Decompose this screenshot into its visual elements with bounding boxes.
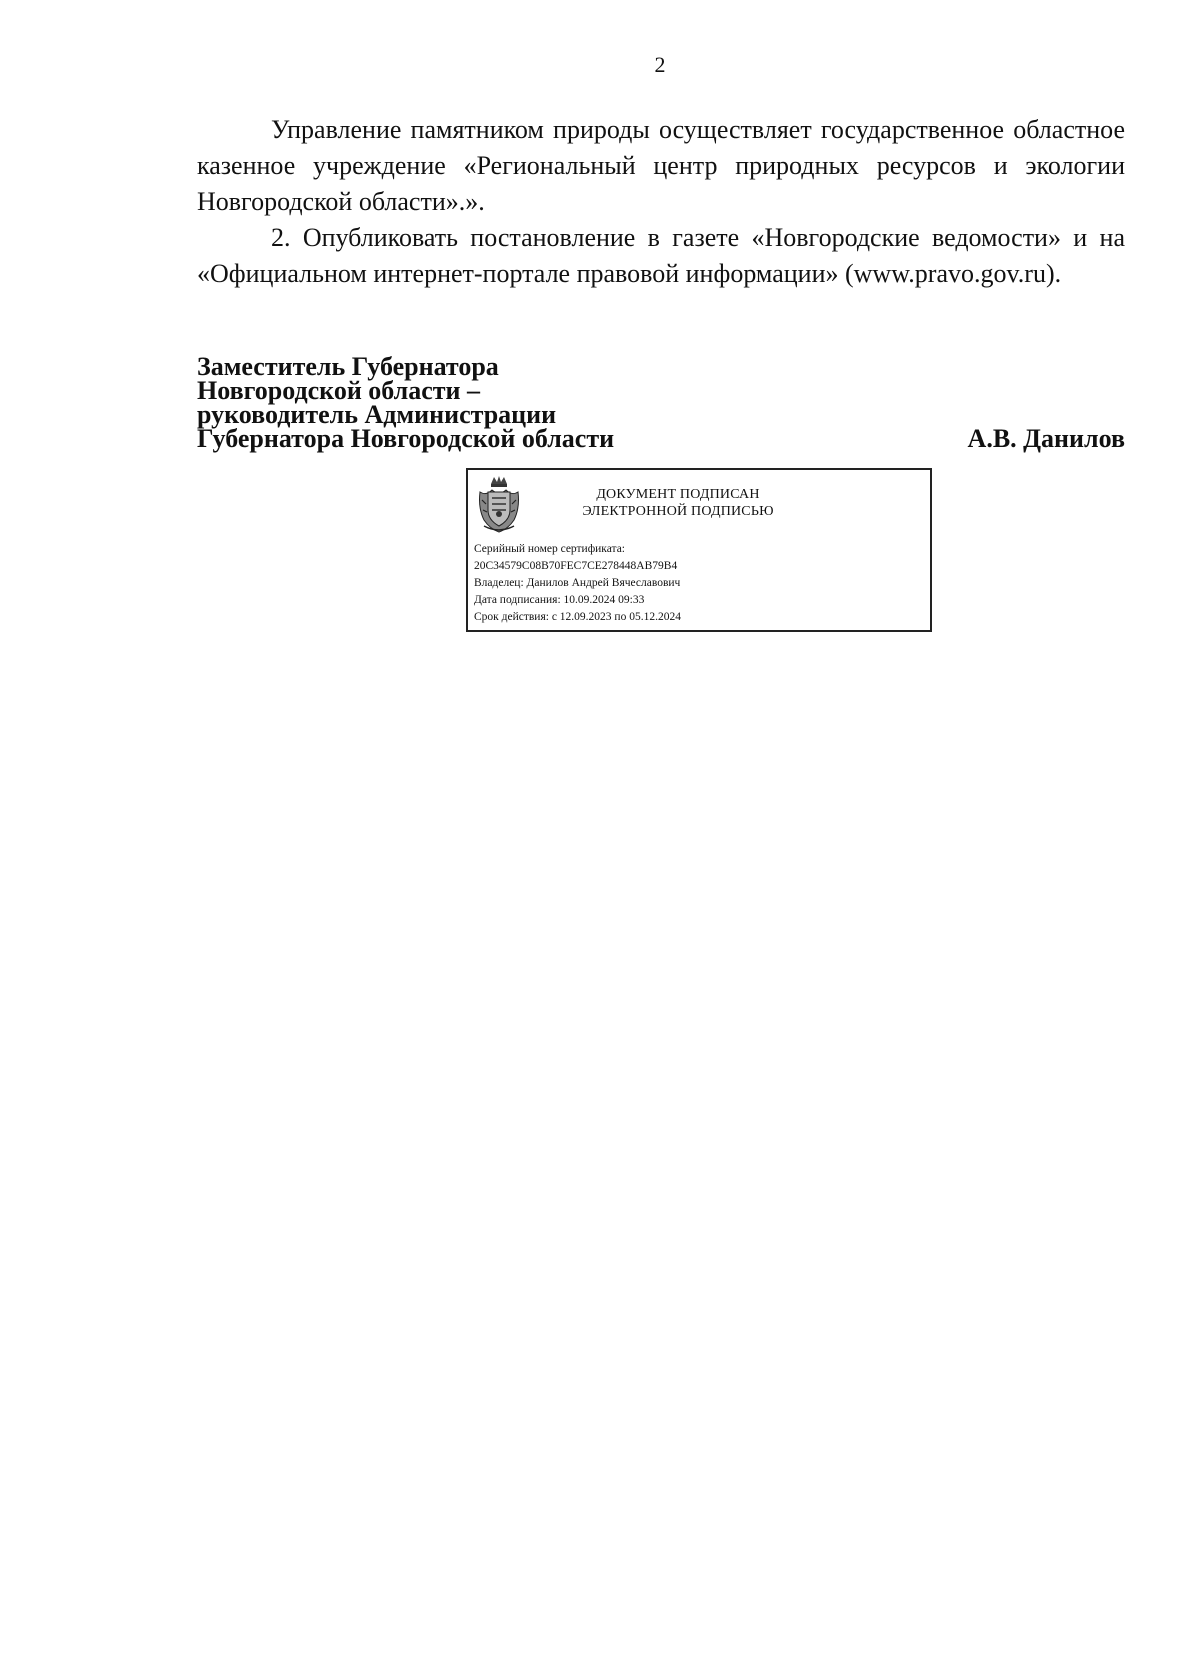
paragraph-management: Управление памятником природы осуществляет государственное областное казенное учреждение «Региональный центр природных ресурсов и экологии Новгородской области».».: [197, 115, 1125, 216]
certificate-serial-value: 20C34579C08B70FEC7CE278448AB79B4: [474, 560, 678, 572]
stamp-header-line: ДОКУМЕНТ ПОДПИСАН: [596, 487, 760, 502]
signer-position-line: Заместитель Губернатора: [197, 352, 499, 381]
certificate-validity: Срок действия: с 12.09.2023 по 05.12.2024: [474, 611, 681, 623]
electronic-signature-stamp: [466, 468, 932, 632]
stamp-certificate-details: [474, 541, 681, 626]
signer-position-line: Губернатора Новгородской области: [197, 424, 615, 453]
stamp-header: [528, 486, 828, 520]
certificate-owner: Владелец: Данилов Андрей Вячеславович: [474, 577, 681, 589]
document-body: [197, 112, 1125, 292]
signer-position-line: Новгородской области –: [197, 376, 481, 405]
stamp-header-line: ЭЛЕКТРОННОЙ ПОДПИСЬЮ: [582, 504, 774, 519]
coat-of-arms-icon: [476, 474, 522, 534]
paragraph-publication: 2. Опубликовать постановление в газете «Новгородские ведомости» и на «Официальном интернет-портале правовой информации» (www.pravo.gov.ru).: [197, 223, 1125, 288]
page-number: 2: [654, 52, 666, 77]
certificate-serial-label: Серийный номер сертификата:: [474, 543, 625, 555]
signing-date: Дата подписания: 10.09.2024 09:33: [474, 594, 645, 606]
signature-block: [197, 352, 1125, 453]
signer-name: А.В. Данилов: [967, 424, 1125, 453]
signer-position-line: руководитель Администрации: [197, 400, 557, 429]
